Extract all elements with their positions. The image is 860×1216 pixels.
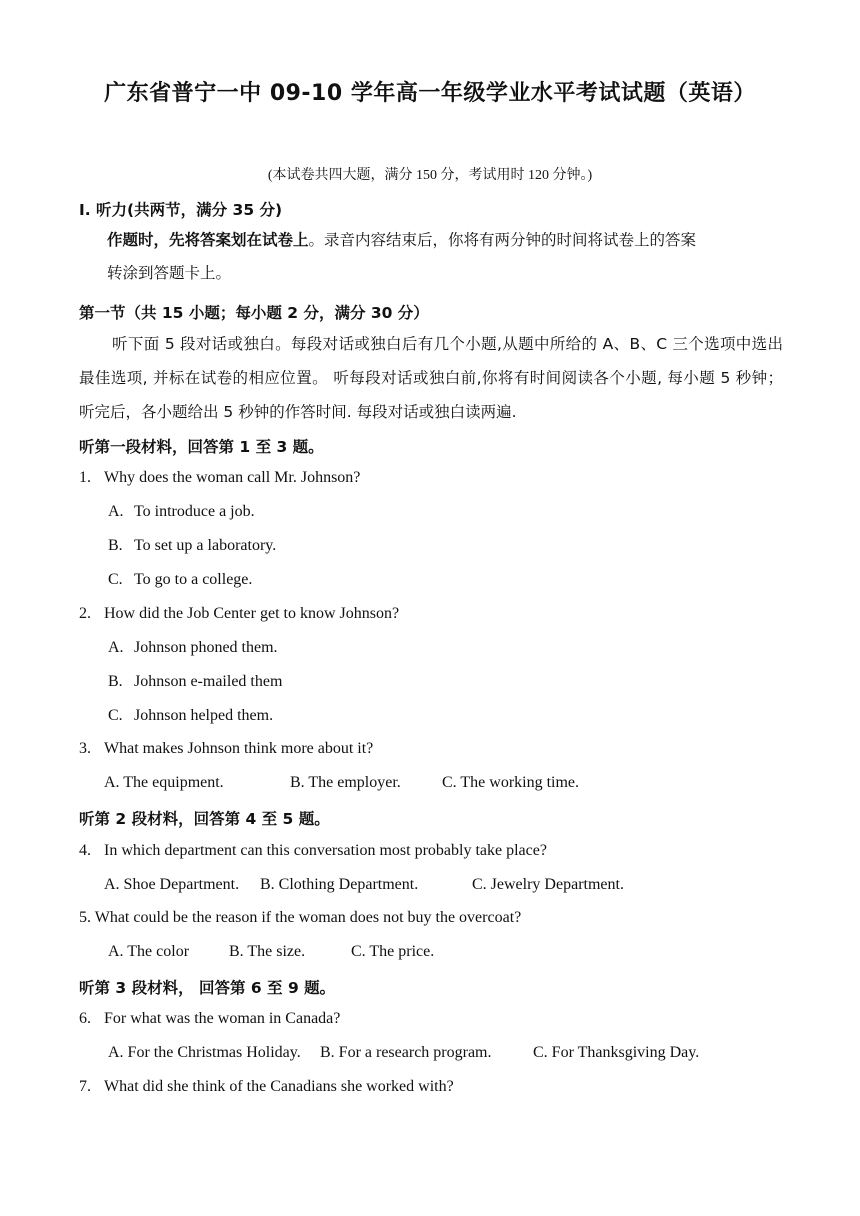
option-text: Johnson helped them. [134, 707, 274, 724]
q2-option-c [108, 707, 273, 725]
section-heading: 第一节（共 15 小题；每小题 2 分，满分 30 分） [79, 304, 429, 322]
option-letter: B. [108, 537, 123, 554]
q3-option-a: A. The equipment. [104, 774, 224, 791]
q5-option-b: B. The size. [229, 943, 306, 960]
question-text: Why does the woman call Mr. Johnson? [104, 469, 361, 486]
group-heading-1: 听第一段材料，回答第 1 至 3 题。 [79, 438, 324, 456]
group-heading-3: 听第 3 段材料， 回答第 6 至 9 题。 [79, 979, 336, 997]
question-3 [79, 740, 373, 758]
section-instructions: 听下面 5 段对话或独白。每段对话或独白后有几个小题,从题中所给的 A、B、C 三个选项中选出最佳选项, 并标在试卷的相应位置。 听每段对话或独白前,你将有时间阅读各个小题, 每小题 5 秒钟； 听完后，各小题给出 5 秒钟的作答时间. 每段对话或独白读两遍. [79, 335, 783, 421]
option-text: To introduce a job. [134, 503, 255, 520]
page-title: 广东省普宁一中 09-10 学年高一年级学业水平考试试题（英语） [104, 81, 756, 106]
q3-option-b: B. The employer. [290, 774, 401, 791]
question-4 [79, 842, 547, 860]
question-5: 5. What could be the reason if the woman does not buy the overcoat? [79, 909, 522, 926]
question-text: How did the Job Center get to know Johnson? [104, 605, 400, 622]
q4-option-c: C. Jewelry Department. [472, 876, 624, 893]
question-6 [79, 1010, 340, 1028]
q6-option-a: A. For the Christmas Holiday. [108, 1044, 301, 1061]
q5-option-a: A. The color [108, 943, 190, 960]
option-letter: C. [108, 707, 123, 724]
option-text: Johnson phoned them. [134, 639, 278, 656]
question-2 [79, 605, 399, 623]
option-letter: A. [108, 639, 124, 656]
question-text: What did she think of the Canadians she worked with? [104, 1078, 454, 1095]
question-number: 4. [79, 842, 91, 859]
question-number: 2. [79, 605, 91, 622]
q4-option-b: B. Clothing Department. [260, 876, 419, 893]
question-text: For what was the woman in Canada? [104, 1010, 341, 1027]
q3-option-c: C. The working time. [442, 774, 580, 791]
option-text: Johnson e-mailed them [134, 673, 283, 690]
instructions-rest: 。录音内容结束后，你将有两分钟的时间将试卷上的答案 [308, 231, 697, 249]
instructions [107, 228, 696, 250]
q4-option-a: A. Shoe Department. [104, 876, 240, 893]
question-text: In which department can this conversation most probably take place? [104, 842, 547, 859]
question-number: 3. [79, 740, 91, 757]
question-number: 1. [79, 469, 91, 486]
q2-option-a [108, 639, 278, 657]
q6-option-c: C. For Thanksgiving Day. [533, 1044, 700, 1061]
instructions-bold: 作题时，先将答案划在试卷上 [107, 231, 309, 249]
q5-option-c: C. The price. [351, 943, 435, 960]
question-7 [79, 1078, 454, 1096]
question-1 [79, 469, 360, 487]
part-heading: I. 听力(共两节，满分 35 分) [79, 201, 283, 219]
option-letter: C. [108, 571, 123, 588]
question-number: 6. [79, 1010, 91, 1027]
q6-option-b: B. For a research program. [320, 1044, 492, 1061]
q1-option-b [108, 537, 276, 555]
exam-info: (本试卷共四大题，满分 150 分，考试用时 120 分钟。) [267, 168, 593, 183]
question-number: 7. [79, 1078, 91, 1095]
group-heading-2: 听第 2 段材料，回答第 4 至 5 题。 [79, 810, 330, 828]
option-letter: A. [108, 503, 124, 520]
instructions-line2: 转涂到答题卡上。 [107, 264, 232, 282]
q1-option-a [108, 503, 255, 521]
option-letter: B. [108, 673, 123, 690]
option-text: To go to a college. [134, 571, 253, 588]
q2-option-b [108, 673, 282, 691]
question-text: What makes Johnson think more about it? [104, 740, 374, 757]
q1-option-c [108, 571, 252, 589]
option-text: To set up a laboratory. [134, 537, 277, 554]
